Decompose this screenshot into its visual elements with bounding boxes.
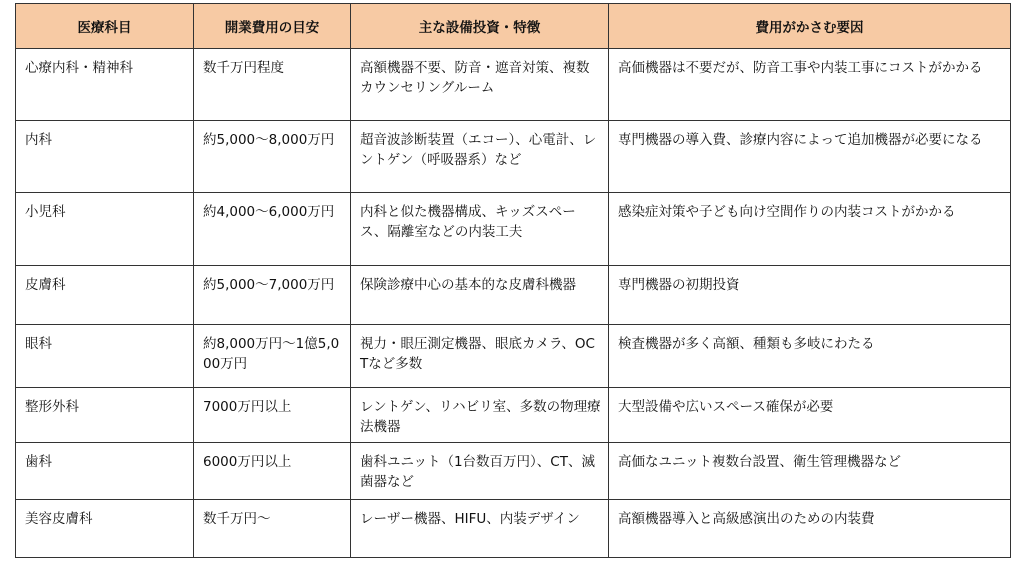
cell-cost-factors: 検査機器が多く高額、種類も多岐にわたる	[609, 325, 1011, 388]
cell-cost-factors: 高価なユニット複数台設置、衛生管理機器など	[609, 443, 1011, 500]
cell-department: 整形外科	[16, 388, 194, 443]
header-opening-cost: 開業費用の目安	[194, 4, 351, 49]
header-row	[16, 4, 1011, 49]
header-department: 医療科目	[16, 4, 194, 49]
cell-opening-cost: 約5,000〜7,000万円	[194, 266, 351, 325]
cell-equipment: 歯科ユニット（1台数百万円）、CT、滅菌器など	[351, 443, 609, 500]
table-row	[16, 193, 1011, 266]
cell-department: 歯科	[16, 443, 194, 500]
cell-cost-factors: 専門機器の初期投資	[609, 266, 1011, 325]
cell-department: 内科	[16, 121, 194, 193]
cell-cost-factors: 専門機器の導入費、診療内容によって追加機器が必要になる	[609, 121, 1011, 193]
cell-department: 皮膚科	[16, 266, 194, 325]
table-row	[16, 266, 1011, 325]
cell-opening-cost: 7000万円以上	[194, 388, 351, 443]
header-equipment: 主な設備投資・特徴	[351, 4, 609, 49]
cell-opening-cost: 6000万円以上	[194, 443, 351, 500]
cell-equipment: レントゲン、リハビリ室、多数の物理療法機器	[351, 388, 609, 443]
clinic-cost-table	[15, 3, 1011, 558]
cell-cost-factors: 高価機器は不要だが、防音工事や内装工事にコストがかかる	[609, 49, 1011, 121]
cell-equipment: レーザー機器、HIFU、内装デザイン	[351, 500, 609, 558]
cell-cost-factors: 高額機器導入と高級感演出のための内装費	[609, 500, 1011, 558]
cell-opening-cost: 数千万円程度	[194, 49, 351, 121]
cell-equipment: 内科と似た機器構成、キッズスペース、隔離室などの内装工夫	[351, 193, 609, 266]
header-cost-factors: 費用がかさむ要因	[609, 4, 1011, 49]
cell-cost-factors: 感染症対策や子ども向け空間作りの内装コストがかかる	[609, 193, 1011, 266]
table-row	[16, 443, 1011, 500]
cost-table-container	[15, 3, 1011, 558]
cell-opening-cost: 数千万円〜	[194, 500, 351, 558]
cell-equipment: 高額機器不要、防音・遮音対策、複数カウンセリングルーム	[351, 49, 609, 121]
cell-cost-factors: 大型設備や広いスペース確保が必要	[609, 388, 1011, 443]
cell-department: 美容皮膚科	[16, 500, 194, 558]
cell-opening-cost: 約5,000〜8,000万円	[194, 121, 351, 193]
cell-equipment: 保険診療中心の基本的な皮膚科機器	[351, 266, 609, 325]
table-row	[16, 325, 1011, 388]
cell-opening-cost: 約8,000万円〜1億5,000万円	[194, 325, 351, 388]
cell-department: 小児科	[16, 193, 194, 266]
cell-opening-cost: 約4,000〜6,000万円	[194, 193, 351, 266]
table-row	[16, 49, 1011, 121]
cell-equipment: 超音波診断装置（エコー）、心電計、レントゲン（呼吸器系）など	[351, 121, 609, 193]
table-row	[16, 500, 1011, 558]
cell-department: 眼科	[16, 325, 194, 388]
table-row	[16, 121, 1011, 193]
cell-department: 心療内科・精神科	[16, 49, 194, 121]
table-row	[16, 388, 1011, 443]
cell-equipment: 視力・眼圧測定機器、眼底カメラ、OCTなど多数	[351, 325, 609, 388]
